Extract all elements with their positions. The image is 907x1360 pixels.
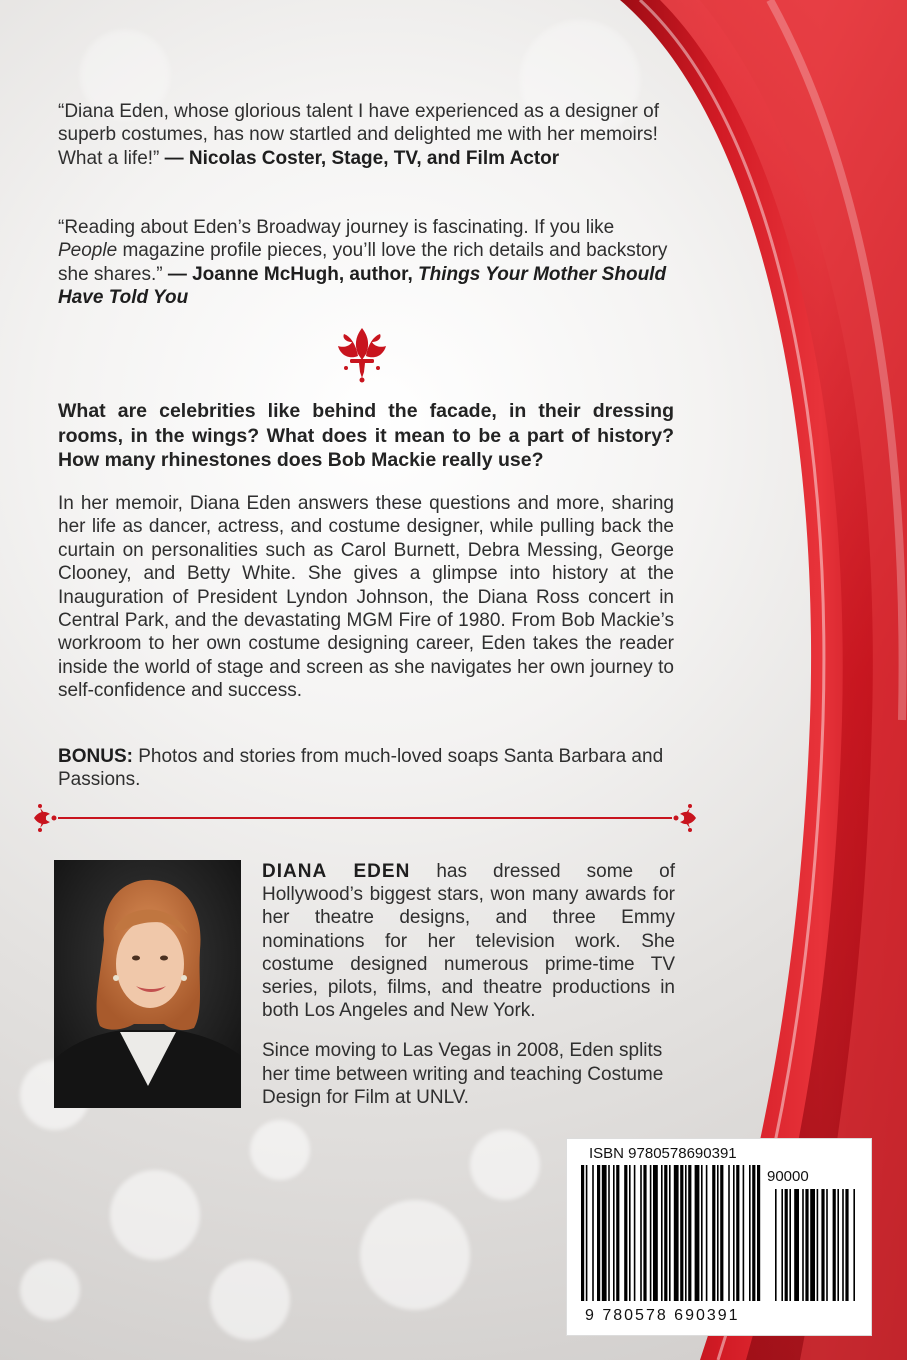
book-title: Things Your Mother Should Have Told You xyxy=(58,263,667,309)
barcode-addon-bar xyxy=(837,1189,839,1301)
barcode-bar xyxy=(685,1165,687,1301)
barcode-addon-bar xyxy=(826,1189,828,1301)
isbn-label: ISBN 9780578690391 xyxy=(589,1145,737,1162)
barcode-bar xyxy=(634,1165,636,1301)
barcode-bar xyxy=(749,1165,751,1301)
barcode-bar xyxy=(674,1165,679,1301)
barcode-addon-bar xyxy=(794,1189,799,1301)
barcode-bar xyxy=(664,1165,667,1301)
barcode-bar xyxy=(640,1165,642,1301)
barcode-addon-bar xyxy=(817,1189,819,1301)
quote-attribution: — Joanne McHugh, author, xyxy=(162,263,419,285)
barcode-bar xyxy=(669,1165,671,1301)
barcode-bar xyxy=(712,1165,715,1301)
barcode-bar xyxy=(624,1165,627,1301)
barcode-bar xyxy=(613,1165,615,1301)
barcode-addon-bar xyxy=(775,1189,777,1301)
barcode-bar xyxy=(616,1165,619,1301)
fleur-de-lis-icon xyxy=(674,804,697,832)
barcode-bar xyxy=(661,1165,663,1301)
bonus-text: Photos and stories from much-loved soaps Santa Barbara and Passions. xyxy=(58,746,664,791)
teaser-questions: What are celebrities like behind the facade, in their dressing rooms, in the wings? What does it mean to be a part of history? How many rhinestones does Bob Mackie really use? xyxy=(58,400,674,471)
barcode-bar xyxy=(743,1165,745,1301)
barcode-addon-bar xyxy=(842,1189,844,1301)
barcode-addon-bar xyxy=(805,1189,808,1301)
barcode-addon-bar xyxy=(789,1189,791,1301)
ornamental-divider xyxy=(30,798,700,838)
barcode-addon-bar xyxy=(821,1189,824,1301)
barcode-bars xyxy=(581,1165,857,1309)
barcode-bar xyxy=(733,1165,735,1301)
barcode-bar xyxy=(728,1165,730,1301)
quote-text: “Reading about Eden’s Broadway journey is fascinating. If you like xyxy=(58,217,615,238)
bonus-label: BONUS: xyxy=(58,746,133,767)
barcode-bar xyxy=(581,1165,584,1301)
price-code: 90000 xyxy=(767,1168,809,1185)
barcode-bar xyxy=(706,1165,708,1301)
barcode-bar xyxy=(695,1165,700,1301)
quote-attribution: — Nicolas Coster, Stage, TV, and Film Actor xyxy=(159,147,560,169)
barcode-bar xyxy=(752,1165,755,1301)
barcode-bar xyxy=(629,1165,631,1301)
barcode-bar xyxy=(592,1165,594,1301)
magazine-title: People xyxy=(58,240,118,262)
barcode-bar xyxy=(757,1165,760,1301)
author-name: DIANA EDEN xyxy=(262,861,411,882)
book-description: In her memoir, Diana Eden answers these questions and more, sharing her life as dancer, actress, and costume designer, while pulling back the curtain on personalities such as Carol Burnett, Debra Messing, George Clooney, and Betty White. She gives a glimpse into history at the Inauguration of President Lyndon Johnson, the Diana Ross concert in Central Park, and the devastating MGM Fire of 1980. From Bob Mackie’s workroom to her own costume designing career, Eden takes the reader inside the world of stage and screen as she navigates her own journey to self-confidence and success. xyxy=(58,493,674,702)
barcode-bar xyxy=(650,1165,652,1301)
bonus-note xyxy=(58,745,674,792)
isbn-barcode xyxy=(566,1138,872,1336)
barcode-bar xyxy=(701,1165,703,1301)
barcode-addon-bar xyxy=(785,1189,788,1301)
bio-paragraph-2: Since moving to Las Vegas in 2008, Eden splits her time between writing and teaching Costume Design for Film at UNLV. xyxy=(262,1040,664,1108)
barcode-addon-bar xyxy=(802,1189,804,1301)
barcode-addon-bar xyxy=(845,1189,848,1301)
barcode-bar xyxy=(680,1165,683,1301)
barcode-bar xyxy=(597,1165,600,1301)
barcode-bar xyxy=(608,1165,610,1301)
barcode-bar xyxy=(653,1165,658,1301)
quote-text-continued: magazine profile pieces, you’ll love the rich details and backstory she shares.” xyxy=(58,240,668,285)
bio-paragraph-1: has dressed some of Hollywood’s biggest stars, won many awards for her theatre designs, and three Emmy nominations for her television work. She costume designed numerous prime-time TV series, pilots, films, and theatre productions in both Los Angeles and New York. xyxy=(262,861,675,1022)
barcode-addon-bar xyxy=(833,1189,836,1301)
author-photo xyxy=(54,860,241,1108)
review-quote-mchugh xyxy=(58,216,674,310)
barcode-bar xyxy=(688,1165,691,1301)
barcode-bar xyxy=(586,1165,588,1301)
barcode-addon-bar xyxy=(810,1189,815,1301)
barcode-bar xyxy=(720,1165,723,1301)
isbn-digits: 9 780578 690391 xyxy=(585,1307,740,1324)
fleur-de-lis-icon xyxy=(34,804,57,832)
barcode-bar xyxy=(602,1165,607,1301)
review-quote-coster xyxy=(58,100,674,170)
barcode-bar xyxy=(717,1165,719,1301)
barcode-addon-bar xyxy=(781,1189,783,1301)
quote-text: “Diana Eden, whose glorious talent I have experienced as a designer of superb costumes, has now startled and delighted me with her memoirs! What a life!” xyxy=(58,101,659,169)
fleur-de-lis-icon xyxy=(334,326,390,384)
barcode-bar xyxy=(736,1165,739,1301)
barcode-addon-bar xyxy=(853,1189,855,1301)
barcode-bar xyxy=(643,1165,646,1301)
author-bio xyxy=(262,860,675,1126)
